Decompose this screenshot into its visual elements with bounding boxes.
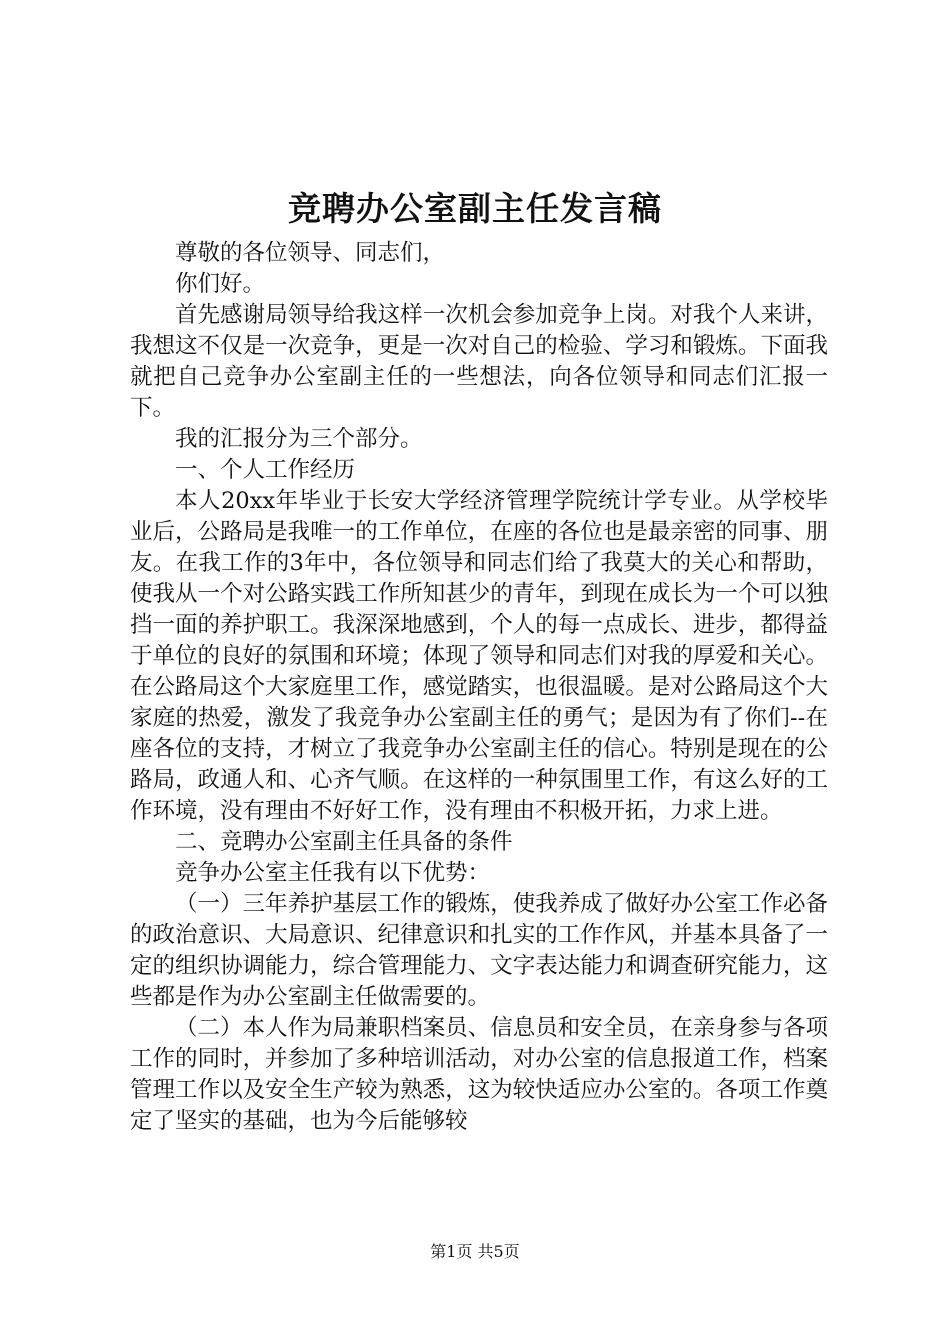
paragraph-experience: 本人20xx年毕业于长安大学经济管理学院统计学专业。从学校毕业后，公路局是我唯一的工作单位，在座的各位也是最亲密的同事、朋友。在我工作的3年中，各位领导和同志们给了我莫大的关心和帮助，使我从一个对公路实践工作所知甚少的青年，到现在成长为一个可以独挡一面的养护职工。我深深地感到，个人的每一点成长、进步，都得益于单位的良好的氛围和环境；体现了领导和同志们对我的厚爱和关心。在公路局这个大家庭里工作，感觉踏实，也很温暖。是对公路局这个大家庭的热爱，激发了我竞争办公室副主任的勇气；是因为有了你们--在座各位的支持，才树立了我竞争办公室副主任的信心。特别是现在的公路局，政通人和、心齐气顺。在这样的一种氛围里工作，有这么好的工作环境，没有理由不好好工作，没有理由不积极开拓，力求上进。 xyxy=(130,488,828,824)
paragraph-greeting: 尊敬的各位领导、同志们， xyxy=(175,240,446,266)
page-footer: 第1页 共5页 xyxy=(430,1242,520,1261)
paragraph-advantage-1: （一）三年养护基层工作的锻炼，使我养成了做好办公室工作必备的政治意识、大局意识、纪律意识和扎实的工作作风，并基本具备了一定的组织协调能力，综合管理能力、文字表达能力和调查研究能力，这些都是作为办公室副主任做需要的。 xyxy=(130,891,828,1010)
paragraph-outline: 我的汇报分为三个部分。 xyxy=(175,426,423,452)
document-title: 竞聘办公室副主任发言稿 xyxy=(288,189,662,228)
paragraph-hello: 你们好。 xyxy=(175,271,266,297)
section-heading-2: 二、竞聘办公室副主任具备的条件 xyxy=(175,829,513,855)
paragraph-intro: 首先感谢局领导给我这样一次机会参加竞争上岗。对我个人来讲，我想这不仅是一次竞争，更是一次对自己的检验、学习和锻炼。下面我就把自己竞争办公室副主任的一些想法，向各位领导和同志们汇报一下。 xyxy=(130,302,828,421)
paragraph-advantage-2: （二）本人作为局兼职档案员、信息员和安全员，在亲身参与各项工作的同时，并参加了多种培训活动，对办公室的信息报道工作，档案管理工作以及安全生产较为熟悉，这为较快适应办公室的。各项工作奠定了坚实的基础，也为今后能够较 xyxy=(130,1015,828,1134)
paragraph-advantages-intro: 竞争办公室主任我有以下优势： xyxy=(175,860,491,886)
document-body xyxy=(130,238,828,1137)
section-heading-1: 一、个人工作经历 xyxy=(175,457,356,483)
